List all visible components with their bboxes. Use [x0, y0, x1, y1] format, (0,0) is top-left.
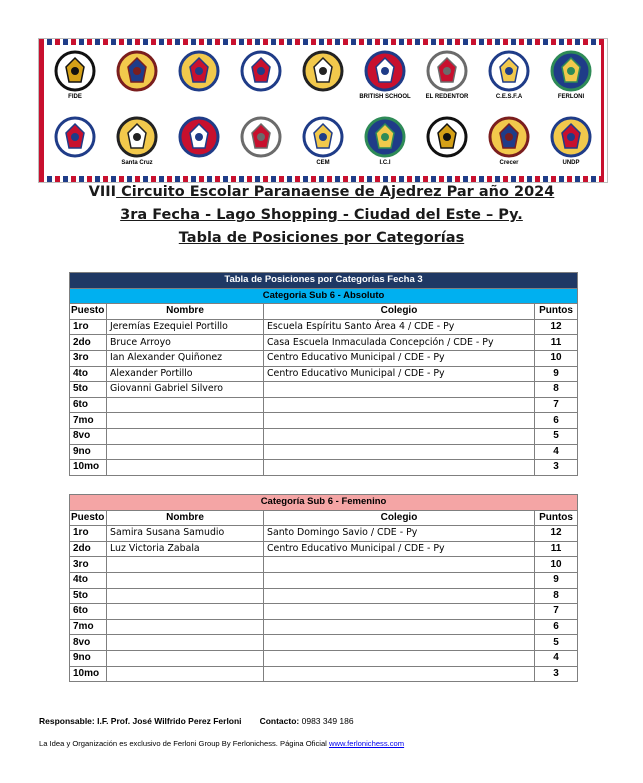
- cell-puesto: 6to: [70, 397, 107, 413]
- table-row: [70, 397, 578, 413]
- cell-nombre: Samira Susana Samudio: [107, 526, 264, 542]
- logo-caption: I.C.I: [379, 160, 391, 166]
- cell-puntos: 3: [535, 666, 578, 682]
- table-row: [70, 382, 578, 398]
- cell-nombre: [107, 428, 264, 444]
- table-row: [70, 413, 578, 429]
- cell-colegio: [264, 650, 535, 666]
- cell-puesto: 6to: [70, 604, 107, 620]
- cell-puntos: 11: [535, 335, 578, 351]
- banner-inner: [45, 45, 601, 176]
- logo-caption: UNDP: [562, 160, 580, 166]
- cell-colegio: [264, 635, 535, 651]
- cell-nombre: [107, 604, 264, 620]
- cell-colegio: [264, 428, 535, 444]
- cell-puesto: 5to: [70, 382, 107, 398]
- logo-caption: BRITISH SCHOOL: [359, 94, 411, 100]
- cell-puntos: 6: [535, 413, 578, 429]
- event-title: [0, 184, 643, 200]
- ici-runner-icon: [363, 115, 407, 173]
- logo-caption: Santa Cruz: [121, 160, 153, 166]
- santa-cruz-crest-icon: [115, 115, 159, 173]
- table-row: [70, 460, 578, 476]
- cell-puesto: 4to: [70, 366, 107, 382]
- logo-caption: FERLONI: [557, 94, 585, 100]
- cell-colegio: Casa Escuela Inmaculada Concepción / CDE - Py: [264, 335, 535, 351]
- column-header-nombre: Nombre: [107, 510, 264, 526]
- table-row: [70, 588, 578, 604]
- table-main-header-row: [70, 273, 578, 289]
- cell-nombre: Ian Alexander Quiñonez: [107, 350, 264, 366]
- cell-puesto: 5to: [70, 588, 107, 604]
- column-header-colegio: Colegio: [264, 304, 535, 320]
- cell-colegio: [264, 382, 535, 398]
- cell-colegio: [264, 413, 535, 429]
- table-row: [70, 572, 578, 588]
- cell-puesto: 2do: [70, 335, 107, 351]
- cell-colegio: [264, 604, 535, 620]
- table-row: [70, 541, 578, 557]
- cell-colegio: [264, 557, 535, 573]
- column-header-puntos: Puntos: [535, 510, 578, 526]
- cell-puntos: 10: [535, 557, 578, 573]
- table-row: [70, 319, 578, 335]
- table-row: [70, 350, 578, 366]
- category-header-row: [70, 288, 578, 304]
- logo-caption: C.E.S.F.A: [495, 94, 523, 100]
- cell-nombre: [107, 397, 264, 413]
- column-header-row: [70, 304, 578, 320]
- cell-colegio: Santo Domingo Savio / CDE - Py: [264, 526, 535, 542]
- logos-row-1: [53, 49, 593, 107]
- cell-puntos: 7: [535, 397, 578, 413]
- column-header-row: [70, 510, 578, 526]
- cell-nombre: [107, 444, 264, 460]
- cell-puntos: 3: [535, 460, 578, 476]
- table-row: [70, 650, 578, 666]
- cell-puntos: 5: [535, 428, 578, 444]
- logo-caption: CEM: [316, 160, 330, 166]
- footer-idea-line: [39, 739, 404, 748]
- cell-nombre: Jeremías Ezequiel Portillo: [107, 319, 264, 335]
- cell-nombre: Luz Victoria Zabala: [107, 541, 264, 557]
- category-header-row: [70, 495, 578, 511]
- column-header-colegio: Colegio: [264, 510, 535, 526]
- cell-colegio: [264, 572, 535, 588]
- standings-table-femenino: [69, 494, 578, 682]
- table-row: [70, 526, 578, 542]
- cell-puntos: 4: [535, 650, 578, 666]
- official-site-link[interactable]: www.ferlonichess.com: [328, 739, 405, 748]
- sponsor-banner: [38, 38, 608, 183]
- cell-nombre: [107, 413, 264, 429]
- cell-puntos: 8: [535, 382, 578, 398]
- cell-colegio: [264, 666, 535, 682]
- chess-knight-icon: [53, 49, 97, 107]
- logo-caption: Crecer: [499, 160, 519, 166]
- cem-sun-icon: [301, 115, 345, 173]
- cell-puesto: 3ro: [70, 350, 107, 366]
- event-title-prefix: VIII: [88, 184, 117, 200]
- contacto-label: Contacto:: [259, 716, 300, 726]
- cell-puntos: 4: [535, 444, 578, 460]
- cell-puesto: 9no: [70, 650, 107, 666]
- cell-puntos: 9: [535, 572, 578, 588]
- british-crest-icon: [359, 49, 411, 107]
- santa-rosa-crest-icon: [425, 115, 469, 173]
- cell-nombre: [107, 460, 264, 476]
- table-row: [70, 366, 578, 382]
- redeemer-statue-icon: [425, 49, 469, 107]
- cell-colegio: Centro Educativo Municipal / CDE - Py: [264, 541, 535, 557]
- logo-caption: FIDE: [68, 94, 82, 100]
- table-row: [70, 604, 578, 620]
- responsable-label: Responsable: I.F. Prof. José Wilfrido Perez Ferloni: [39, 716, 242, 726]
- cell-colegio: [264, 444, 535, 460]
- cell-puntos: 6: [535, 619, 578, 635]
- cell-puesto: 2do: [70, 541, 107, 557]
- cell-puesto: 7mo: [70, 413, 107, 429]
- table-row: [70, 635, 578, 651]
- ferloni-group-icon: [549, 49, 593, 107]
- cell-puesto: 8vo: [70, 635, 107, 651]
- cell-puesto: 8vo: [70, 428, 107, 444]
- cristo-crest-icon: [177, 115, 221, 173]
- cell-nombre: Bruce Arroyo: [107, 335, 264, 351]
- column-header-puesto: Puesto: [70, 304, 107, 320]
- cell-nombre: [107, 572, 264, 588]
- cell-nombre: [107, 635, 264, 651]
- cesfa-dove-icon: [487, 49, 531, 107]
- idea-text: La Idea y Organización es exclusivo de Ferloni Group By Ferlonichess. Página Oficial: [39, 739, 329, 748]
- standings-table-absoluto: [69, 272, 578, 476]
- column-header-puntos: Puntos: [535, 304, 578, 320]
- category-title: Categoria Sub 6 - Absoluto: [70, 288, 578, 304]
- cell-puntos: 5: [535, 635, 578, 651]
- cell-puesto: 1ro: [70, 526, 107, 542]
- logo-caption: EL REDENTOR: [425, 94, 469, 100]
- stnj-shield-icon: [239, 115, 283, 173]
- cell-nombre: [107, 557, 264, 573]
- table-row: [70, 444, 578, 460]
- undp-logo-icon: [549, 115, 593, 173]
- cell-puesto: 3ro: [70, 557, 107, 573]
- cell-nombre: [107, 666, 264, 682]
- cell-colegio: Centro Educativo Municipal / CDE - Py: [264, 350, 535, 366]
- cell-puntos: 7: [535, 604, 578, 620]
- cell-puesto: 10mo: [70, 460, 107, 476]
- crecer-logo-icon: [487, 115, 531, 173]
- cell-nombre: [107, 619, 264, 635]
- event-title-rest: Circuito Escolar Paranaense de Ajedrez Par año 2024: [116, 184, 555, 200]
- table-row: [70, 619, 578, 635]
- cell-puntos: 11: [535, 541, 578, 557]
- cell-colegio: [264, 397, 535, 413]
- table-row: [70, 428, 578, 444]
- colegio-shield-icon: [53, 115, 97, 173]
- shield-crest-icon: [115, 49, 159, 107]
- cell-puesto: 10mo: [70, 666, 107, 682]
- contacto-value: 0983 349 186: [301, 716, 354, 726]
- cell-puesto: 9no: [70, 444, 107, 460]
- cell-nombre: Giovanni Gabriel Silvero: [107, 382, 264, 398]
- column-header-nombre: Nombre: [107, 304, 264, 320]
- cell-colegio: [264, 588, 535, 604]
- cell-nombre: Alexander Portillo: [107, 366, 264, 382]
- category-title: Categoría Sub 6 - Femenino: [70, 495, 578, 511]
- cell-colegio: [264, 619, 535, 635]
- event-subtitle: 3ra Fecha - Lago Shopping - Ciudad del Este – Py.: [120, 207, 523, 223]
- cell-puntos: 8: [535, 588, 578, 604]
- cell-puesto: 4to: [70, 572, 107, 588]
- cell-colegio: Centro Educativo Municipal / CDE - Py: [264, 366, 535, 382]
- standings-title: Tabla de Posiciones por Categorías: [178, 230, 465, 246]
- cell-nombre: [107, 650, 264, 666]
- cell-puntos: 12: [535, 319, 578, 335]
- cell-puntos: 9: [535, 366, 578, 382]
- table-row: [70, 666, 578, 682]
- column-header-puesto: Puesto: [70, 510, 107, 526]
- table-row: [70, 335, 578, 351]
- chessboard-club-icon: [301, 49, 345, 107]
- cell-colegio: Escuela Espíritu Santo Área 4 / CDE - Py: [264, 319, 535, 335]
- cell-puntos: 12: [535, 526, 578, 542]
- footer-contact-line: [39, 716, 354, 726]
- cell-puesto: 1ro: [70, 319, 107, 335]
- cell-colegio: [264, 460, 535, 476]
- ec-logo-icon: [239, 49, 283, 107]
- school-crest-icon: [177, 49, 221, 107]
- table-row: [70, 557, 578, 573]
- cell-nombre: [107, 588, 264, 604]
- logos-row-2: [53, 115, 593, 173]
- table-main-header: Tabla de Posiciones por Categorías Fecha 3: [70, 273, 578, 289]
- cell-puesto: 7mo: [70, 619, 107, 635]
- cell-puntos: 10: [535, 350, 578, 366]
